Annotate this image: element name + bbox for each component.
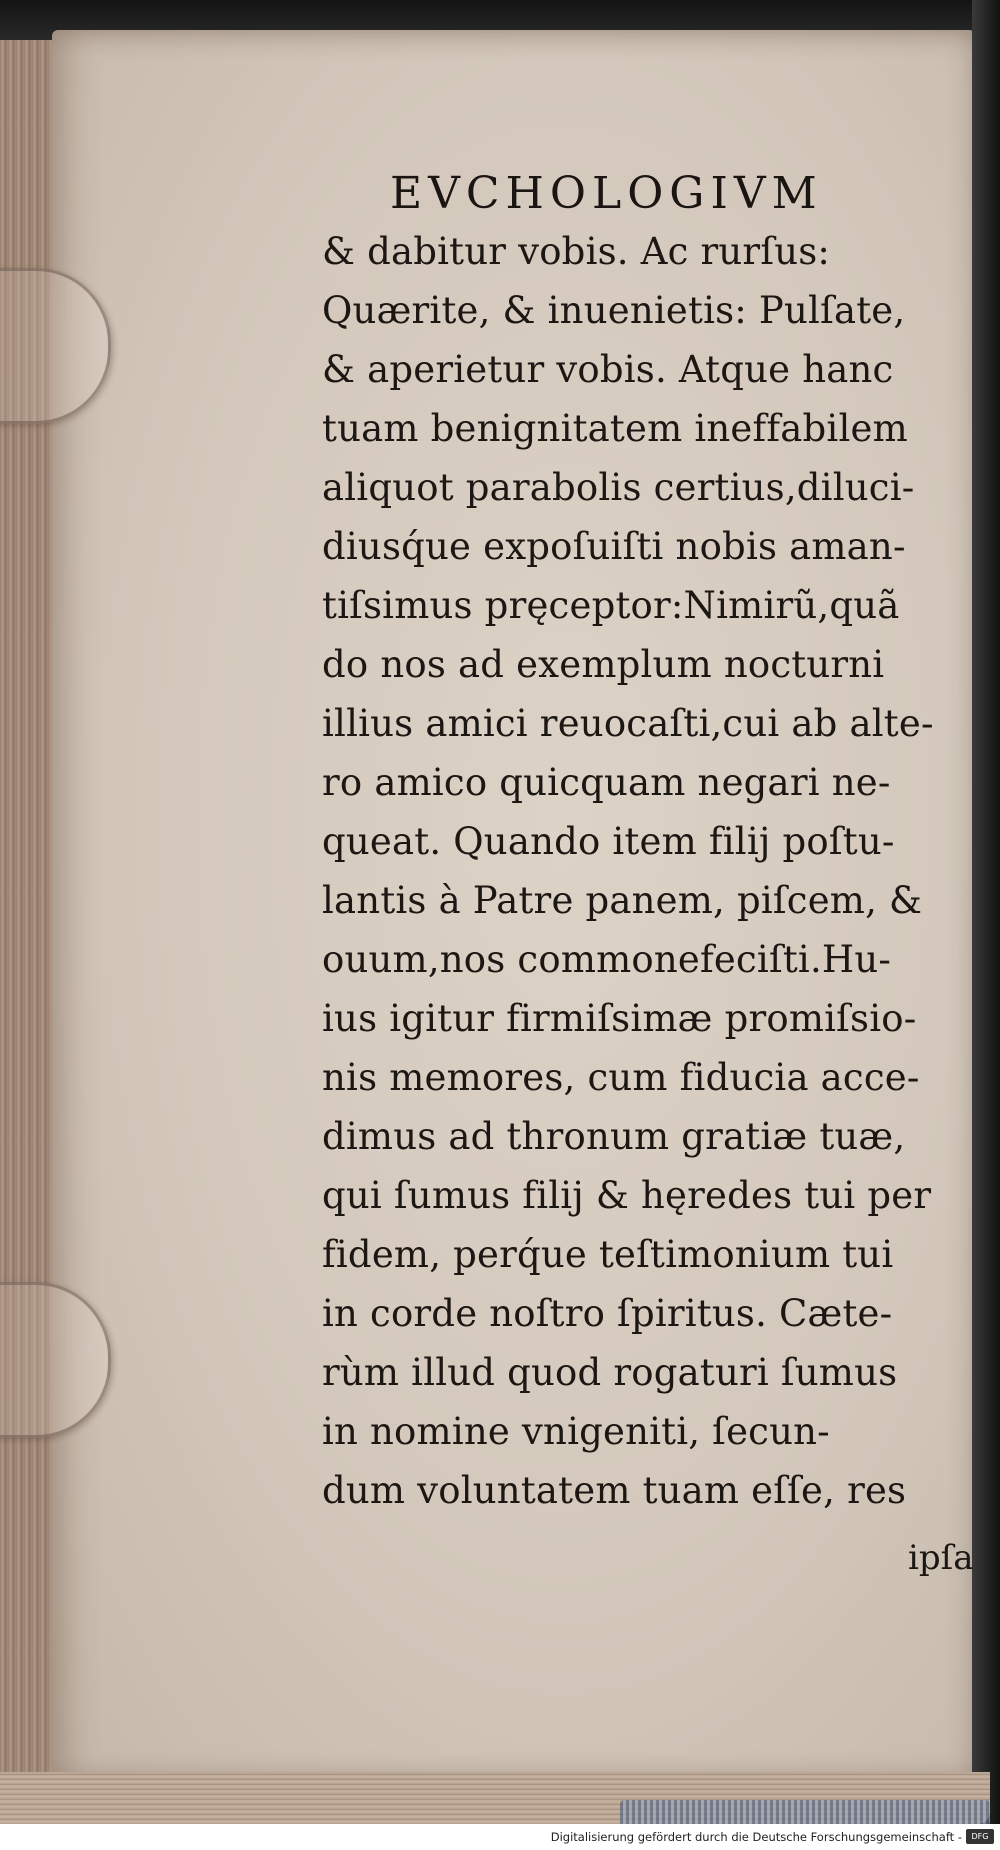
text-line: ro amico quicquam negari ne- (322, 761, 891, 804)
text-line: tiſsimus pręceptor:Nimirũ,quã (322, 584, 900, 627)
dfg-logo-icon: DFG (966, 1829, 994, 1844)
text-line: & aperietur vobis. Atque hanc (322, 348, 894, 391)
text-line: lantis à Patre panem, piſcem, & (322, 879, 923, 922)
text-line: in nomine vnigeniti, ſecun- (322, 1410, 830, 1453)
text-line: diusq́ue expoſuiſti nobis aman- (322, 525, 906, 568)
text-line: dum voluntatem tuam eſſe, res (322, 1469, 907, 1512)
text-line: do nos ad exemplum nocturni (322, 643, 885, 686)
catchword: ipſa (908, 1538, 974, 1578)
scanner-cloth (620, 1800, 990, 1826)
text-line: ouum,nos commonefeciſti.Hu- (322, 938, 892, 981)
text-line: nis memores, cum fiducia acce- (322, 1056, 920, 1099)
text-line: in corde noſtro ſpiritus. Cæte- (322, 1292, 893, 1335)
text-line: aliquot parabolis certius,diluci- (322, 466, 915, 509)
digitization-credit: Digitalisierung gefördert durch die Deutsche Forschungsgemeinschaft - (550, 1830, 962, 1844)
text-line: dimus ad thronum gratiæ tuæ, (322, 1115, 906, 1158)
running-head: EVCHOLOGIVM (390, 168, 823, 219)
text-line: qui ſumus filij & hęredes tui per (322, 1174, 932, 1217)
text-line: Quærite, & inuenietis: Pulſate, (322, 289, 906, 332)
text-line: fidem, perq́ue teſtimonium tui (322, 1233, 894, 1276)
text-line: & dabitur vobis. Ac rurſus: (322, 230, 831, 273)
text-line: ius igitur firmiſsimæ promiſsio- (322, 997, 917, 1040)
text-line: illius amici reuocaſti,cui ab alte- (322, 702, 934, 745)
text-line: rùm illud quod rogaturi ſumus (322, 1351, 898, 1394)
body-text (322, 222, 982, 1520)
text-line: tuam benignitatem ineffabilem (322, 407, 908, 450)
text-line: queat. Quando item filij poſtu- (322, 820, 895, 863)
